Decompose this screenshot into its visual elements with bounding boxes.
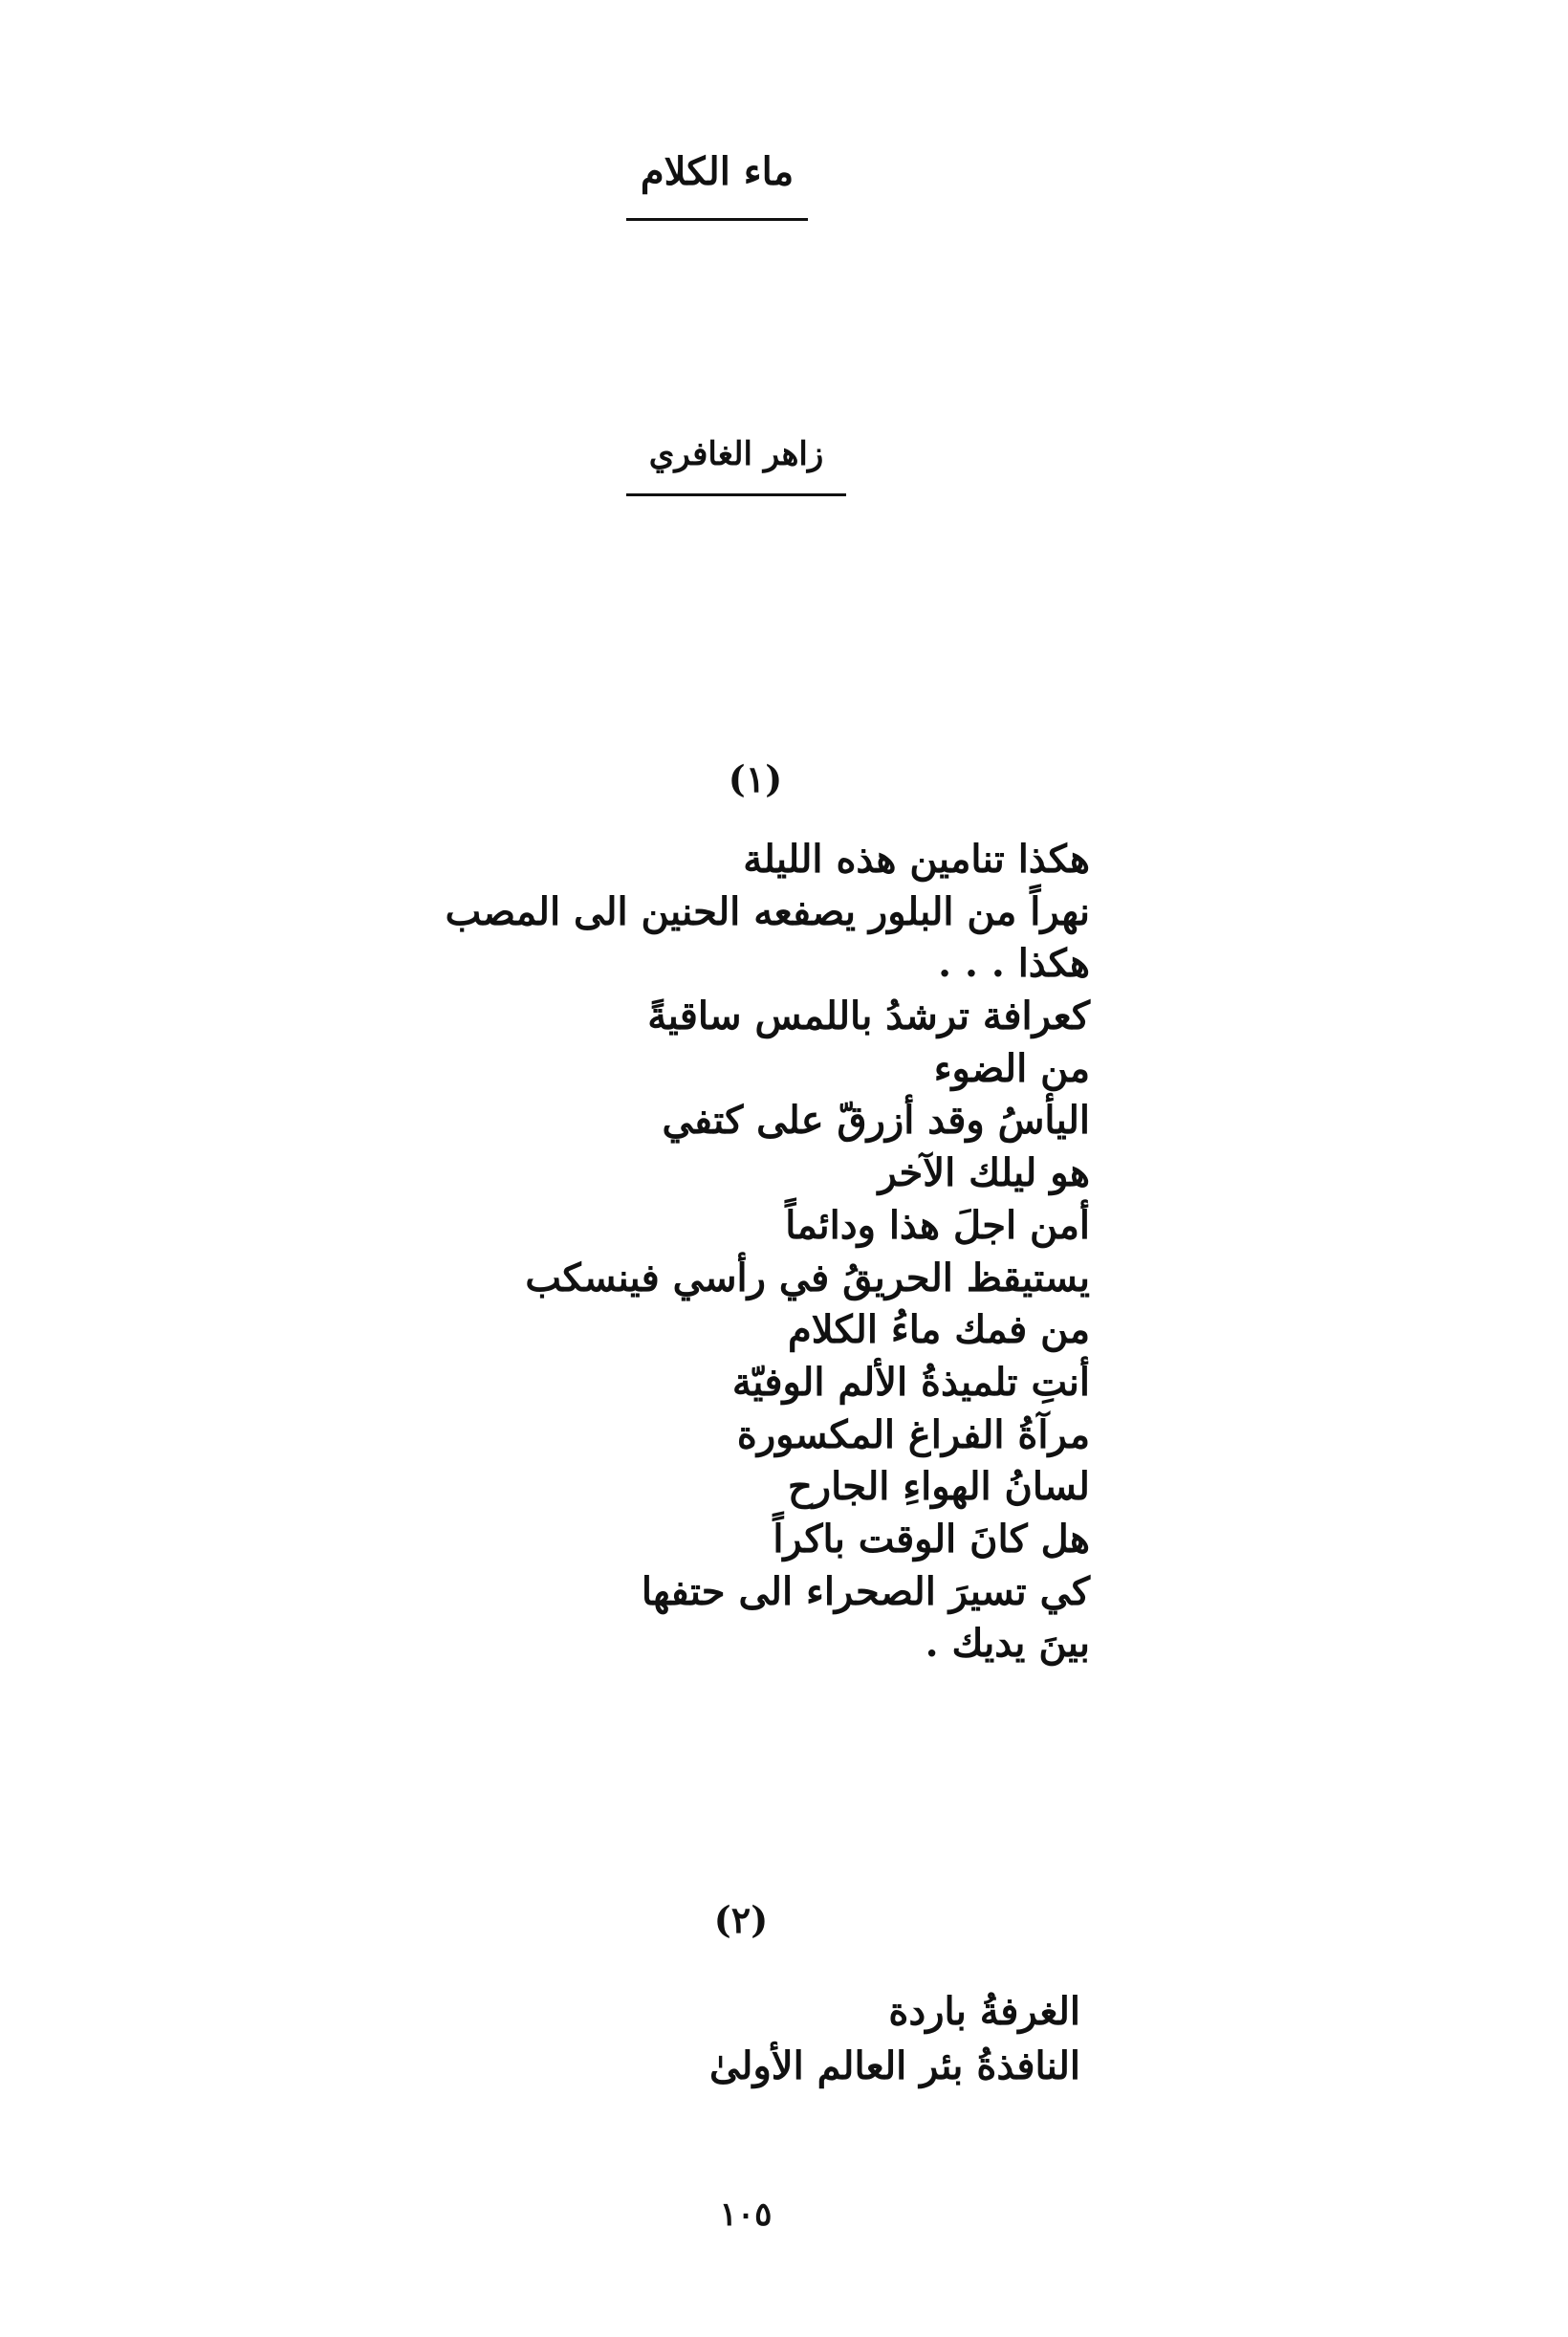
poem-line: النافذةُ بئر العالم الأولىٰ [708,2043,1080,2088]
poem-line: أنتِ تلميذةُ الألم الوفيّة [731,1359,1090,1405]
poem-line: أمن اجلَ هذا ودائماً [785,1202,1090,1248]
author-block [621,430,851,496]
poem-line: الغرفةُ باردة [888,1989,1080,2034]
page-number: ١٠٥ [719,2195,773,2234]
poem-line: يستيقظ الحريقُ في رأسي فينسكب [525,1255,1090,1300]
poem-line: هكذا تنامين هذه الليلة [743,837,1090,882]
poem-line: هكذا . . . [938,941,1090,987]
poem-line: كي تسيرَ الصحراء الى حتفها [641,1568,1090,1614]
stanza-2 [507,1984,1080,2093]
poem-line: هل كانَ الوقت باكراً [773,1516,1090,1562]
stanza-1 [421,834,1090,1671]
poem-line: نهراً من البلور يصفعه الحنين الى المصب [445,888,1090,934]
poem-line: لسانُ الهواءِ الجارح [787,1464,1090,1510]
author-underline [626,493,846,496]
poem-line: من فمك ماءُ الكلام [787,1307,1090,1353]
poem-line: اليأسُ وقد أزرقّ على كتفي [662,1098,1090,1144]
poem-line: من الضوء [933,1045,1090,1091]
section-number-1: (١) [728,757,783,800]
poem-line: بينَ يديك . [925,1621,1090,1667]
poem-line: هو ليلك الآخر [878,1150,1090,1196]
title-underline [626,218,808,221]
title-block [612,143,822,221]
author-name: زاهر الغافري [648,435,824,473]
poem-line: كعرافة ترشدُ باللمس ساقيةً [647,994,1090,1039]
poem-line: مرآةُ الفراغ المكسورة [736,1411,1090,1457]
section-number-2: (٢) [713,1898,769,1941]
poem-title: ماء الكلام [640,149,795,194]
